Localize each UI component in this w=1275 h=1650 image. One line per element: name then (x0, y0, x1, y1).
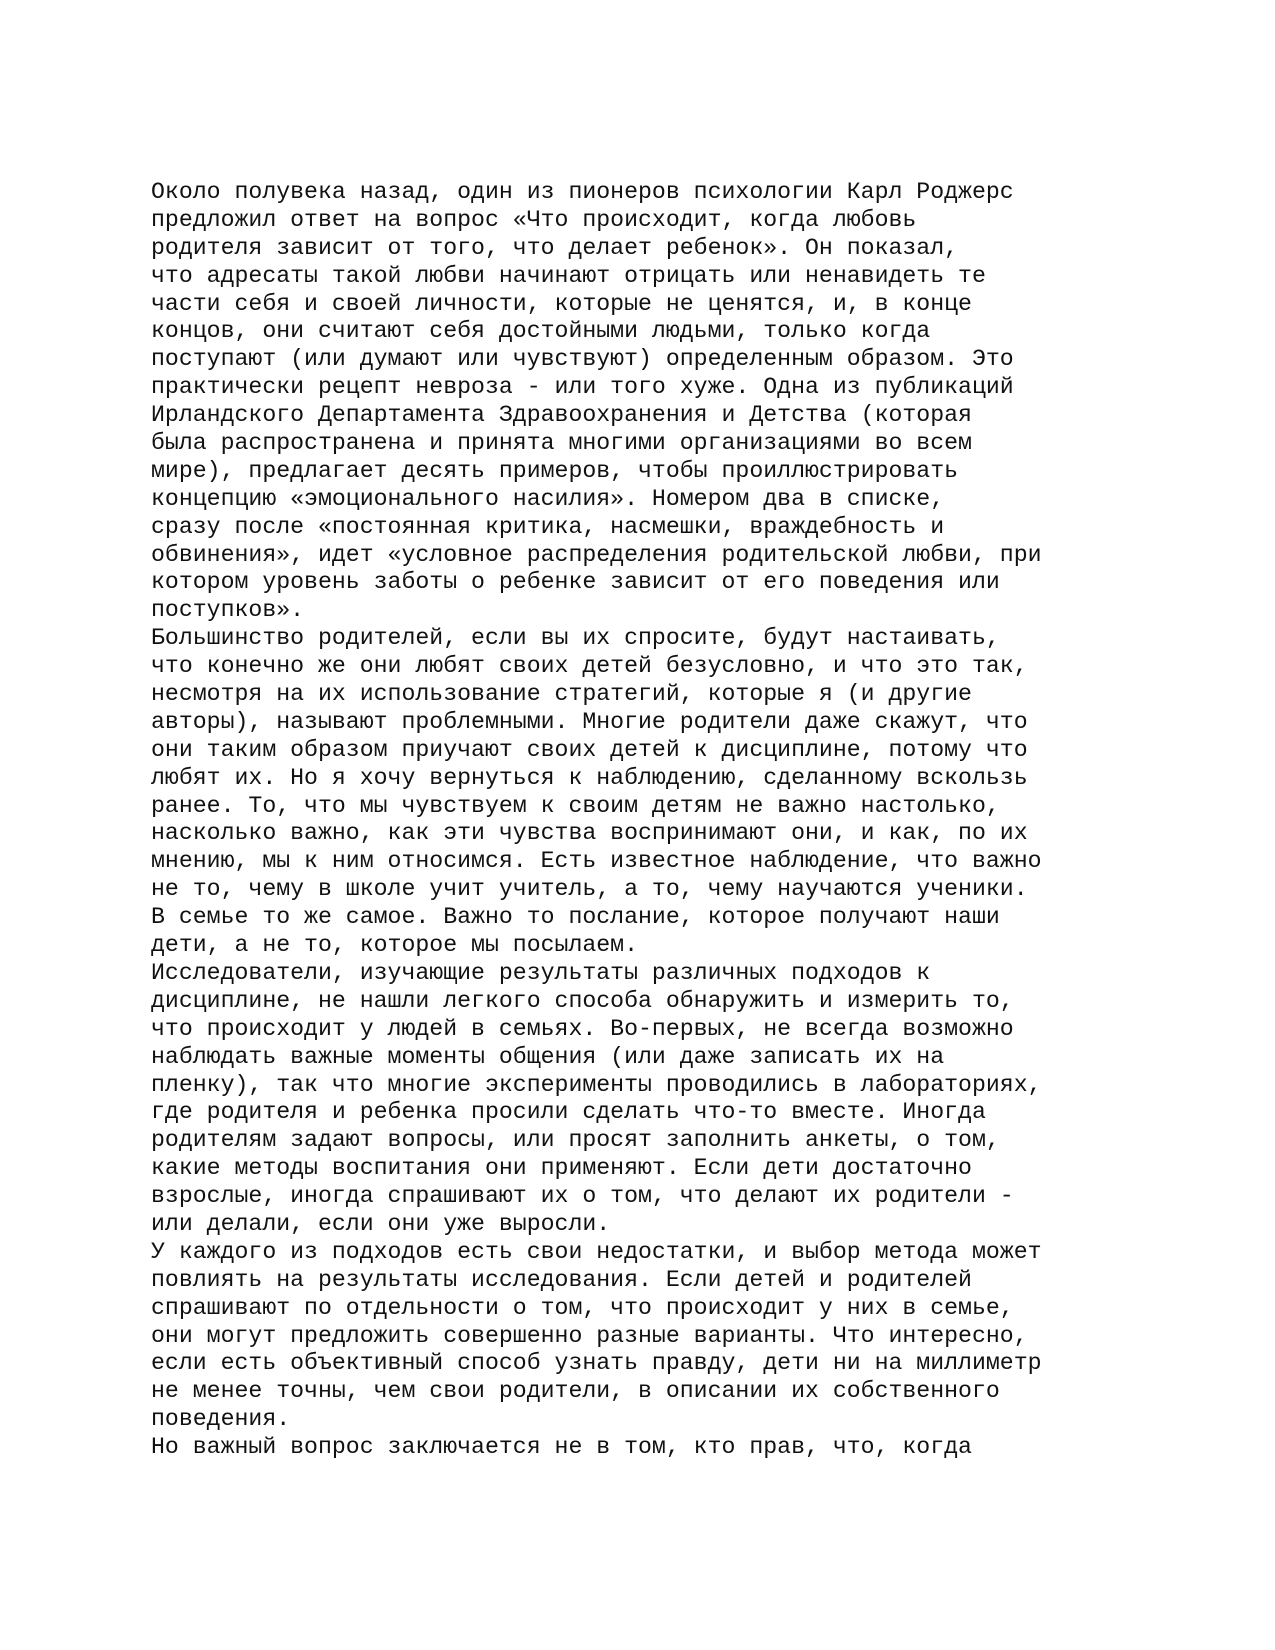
text-line: части себя и своей личности, которые не ценятся, и, в конце (151, 290, 972, 317)
text-line: была распространена и принята многими организациями во всем (151, 430, 972, 457)
text-line: Исследователи, изучающие результаты различных подходов к (151, 959, 931, 986)
text-line: они таким образом приучают своих детей к дисциплине, потому что (151, 736, 1028, 763)
text-line: сразу после «постоянная критика, насмешки, враждебность и (151, 513, 945, 540)
text-line: повлиять на результаты исследования. Если детей и родителей (151, 1266, 972, 1293)
text-line: поступают (или думают или чувствуют) определенным образом. Это (151, 346, 1014, 373)
body-text (151, 179, 1151, 1462)
text-line: наблюдать важные моменты общения (или даже записать их на (151, 1043, 945, 1070)
text-line: ранее. То, что мы чувствуем к своим детям не важно настолько, (151, 792, 1000, 819)
text-line: мнению, мы к ним относимся. Есть известное наблюдение, что важно (151, 848, 1042, 875)
text-line: любят их. Но я хочу вернуться к наблюдению, сделанному вскользь (151, 764, 1028, 791)
text-line: не то, чему в школе учит учитель, а то, чему научаются ученики. (151, 876, 1028, 903)
text-line: дети, а не то, которое мы посылаем. (151, 932, 639, 959)
text-line: поступков». (151, 597, 305, 624)
text-line: Около полувека назад, один из пионеров психологии Карл Роджерс (151, 179, 1014, 205)
text-line: они могут предложить совершенно разные варианты. Что интересно, (151, 1322, 1028, 1349)
text-line: авторы), называют проблемными. Многие родители даже скажут, что (151, 708, 1028, 735)
text-line: котором уровень заботы о ребенке зависит от его поведения или (151, 569, 1000, 596)
text-line: концепцию «эмоционального насилия». Номером два в списке, (151, 485, 945, 512)
text-line: У каждого из подходов есть свои недостатки, и выбор метода может (151, 1238, 1042, 1265)
text-line: В семье то же самое. Важно то послание, которое получают наши (151, 904, 1000, 931)
text-line: предложил ответ на вопрос «Что происходит, когда любовь (151, 206, 917, 233)
text-line: Ирландского Департамента Здравоохранения и Детства (которая (151, 402, 972, 429)
text-line: родителя зависит от того, что делает ребенок». Он показал, (151, 234, 959, 261)
text-line: что адресаты такой любви начинают отрицать или ненавидеть те (151, 262, 986, 289)
text-line: если есть объективный способ узнать правду, дети ни на миллиметр (151, 1350, 1042, 1377)
text-line: практически рецепт невроза - или того хуже. Одна из публикаций (151, 374, 1014, 401)
text-line: мире), предлагает десять примеров, чтобы проиллюстрировать (151, 457, 959, 484)
text-line: несмотря на их использование стратегий, которые я (и другие (151, 681, 972, 708)
text-line: поведения. (151, 1406, 291, 1433)
text-line: спрашивают по отдельности о том, что происходит у них в семье, (151, 1294, 1014, 1321)
text-line: насколько важно, как эти чувства воспринимают они, и как, по их (151, 820, 1028, 847)
text-line: Но важный вопрос заключается не в том, кто прав, что, когда (151, 1434, 972, 1461)
text-line: пленку), так что многие эксперименты проводились в лабораториях, (151, 1071, 1042, 1098)
text-line: не менее точны, чем свои родители, в описании их собственного (151, 1378, 1000, 1405)
text-line: или делали, если они уже выросли. (151, 1210, 611, 1237)
text-line: концов, они считают себя достойными людьми, только когда (151, 318, 931, 345)
text-line: какие методы воспитания они применяют. Если дети достаточно (151, 1155, 972, 1182)
text-line: что происходит у людей в семьях. Во-первых, не всегда возможно (151, 1015, 1014, 1042)
text-line: что конечно же они любят своих детей безусловно, и что это так, (151, 653, 1028, 680)
text-line: обвинения», идет «условное распределения родительской любви, при (151, 541, 1042, 568)
text-line: дисциплине, не нашли легкого способа обнаружить и измерить то, (151, 987, 1014, 1014)
text-line: взрослые, иногда спрашивают их о том, что делают их родители - (151, 1183, 1014, 1210)
text-line: родителям задают вопросы, или просят заполнить анкеты, о том, (151, 1127, 1000, 1154)
text-line: где родителя и ребенка просили сделать что-то вместе. Иногда (151, 1099, 986, 1126)
text-line: Большинство родителей, если вы их спросите, будут настаивать, (151, 625, 1000, 652)
